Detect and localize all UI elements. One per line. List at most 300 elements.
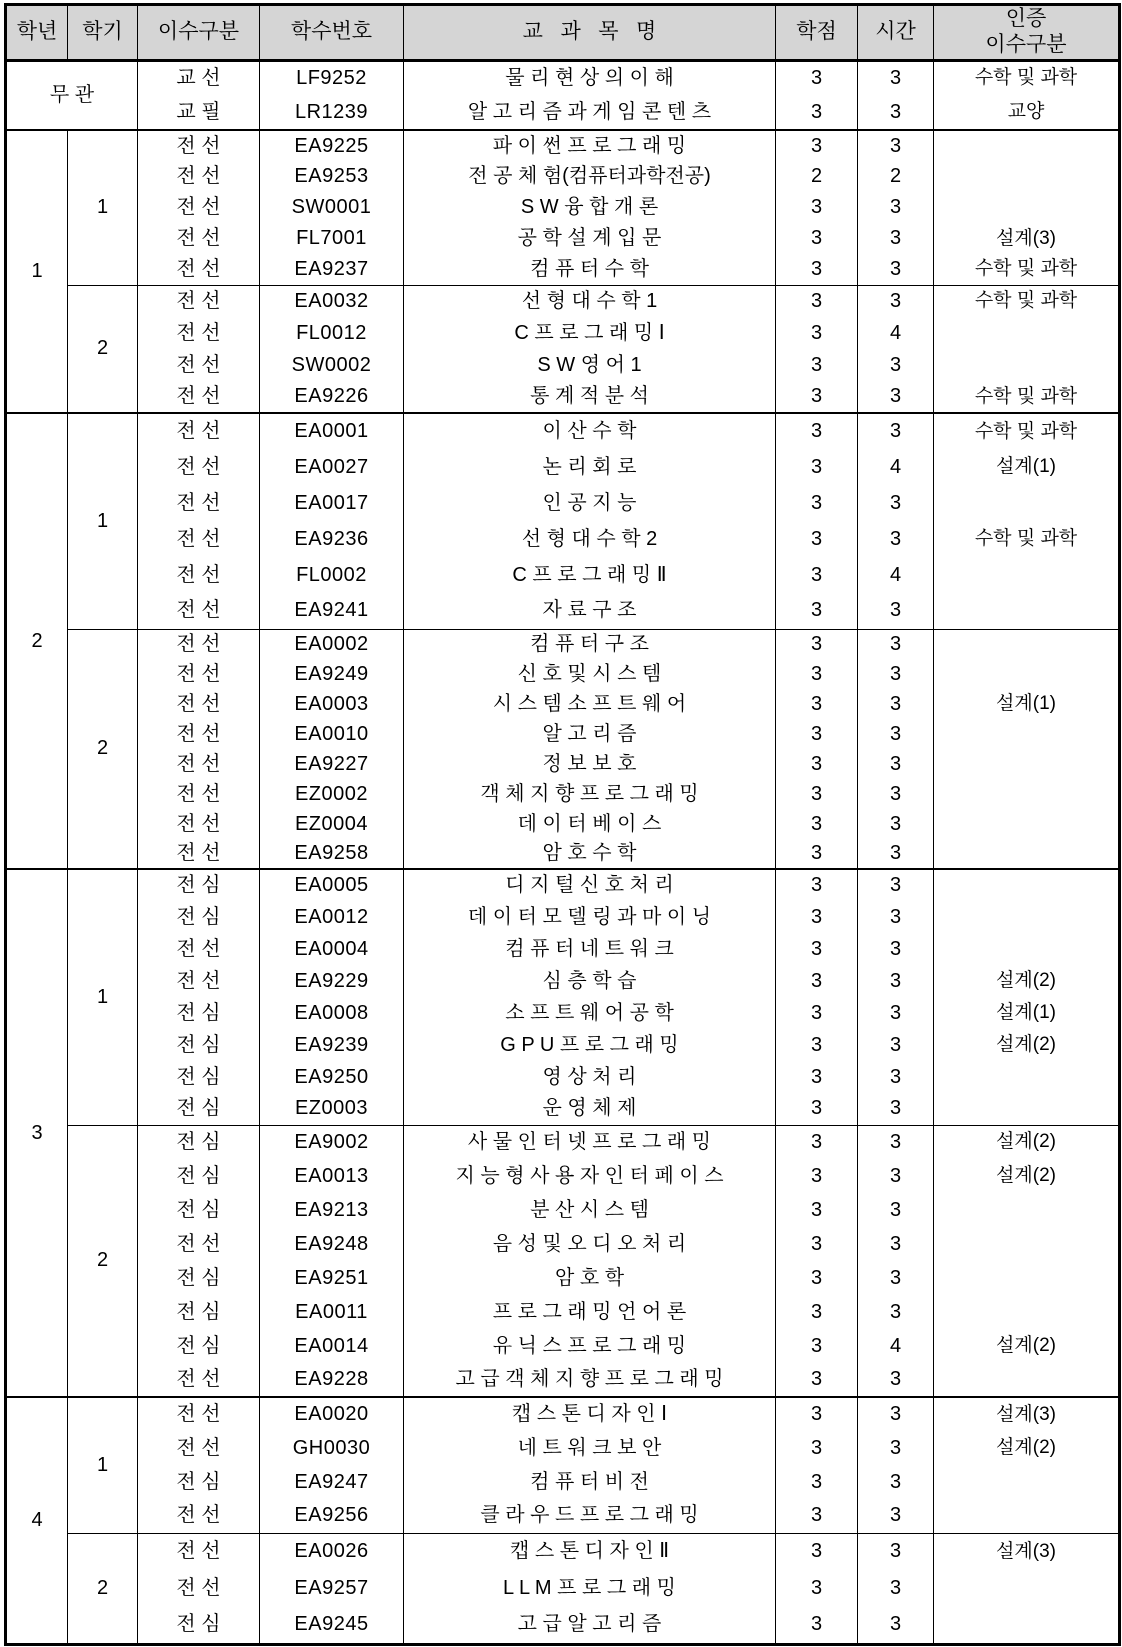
category-cell: 전 선 — [138, 1363, 260, 1397]
cert-cell — [934, 1607, 1120, 1644]
credits-cell: 3 — [776, 1397, 858, 1431]
category-cell: 전 선 — [138, 130, 260, 161]
category-cell: 전 선 — [138, 629, 260, 659]
code-cell: EA0003 — [260, 689, 404, 719]
code-cell: EA9251 — [260, 1261, 404, 1295]
credits-cell: 3 — [776, 449, 858, 485]
curriculum-table — [4, 3, 1121, 1646]
code-cell: EZ0002 — [260, 779, 404, 809]
course-row — [6, 1499, 1120, 1533]
category-cell: 전 선 — [138, 349, 260, 381]
course-row — [6, 285, 1120, 317]
credits-cell: 3 — [776, 60, 858, 95]
hours-cell: 3 — [858, 933, 934, 965]
cert-cell: 설계(2) — [934, 1431, 1120, 1465]
hours-cell: 3 — [858, 381, 934, 413]
code-cell: EA9253 — [260, 161, 404, 192]
code-cell: EA9236 — [260, 521, 404, 557]
category-cell: 전 선 — [138, 659, 260, 689]
credits-cell: 3 — [776, 1431, 858, 1465]
category-cell: 전 선 — [138, 689, 260, 719]
course-name-cell: 컴 퓨 터 비 전 — [404, 1465, 776, 1499]
code-cell: EA0027 — [260, 449, 404, 485]
category-cell: 전 심 — [138, 1093, 260, 1125]
code-cell: EA0004 — [260, 933, 404, 965]
hours-cell: 3 — [858, 749, 934, 779]
hours-cell: 3 — [858, 1061, 934, 1093]
code-cell: EA0026 — [260, 1533, 404, 1570]
cert-cell — [934, 1227, 1120, 1261]
year-cell: 3 — [6, 869, 68, 1397]
code-cell: EA0013 — [260, 1159, 404, 1193]
semester-cell: 2 — [68, 629, 138, 869]
semester-cell: 1 — [68, 413, 138, 629]
credits-cell: 3 — [776, 192, 858, 223]
course-row — [6, 95, 1120, 130]
cert-cell — [934, 557, 1120, 593]
course-name-cell: 암 호 학 — [404, 1261, 776, 1295]
credits-cell: 3 — [776, 1533, 858, 1570]
course-name-cell: 알 고 리 즘 과 게 임 콘 텐 츠 — [404, 95, 776, 130]
code-cell: EZ0004 — [260, 809, 404, 839]
code-cell: EZ0003 — [260, 1093, 404, 1125]
category-cell: 전 선 — [138, 161, 260, 192]
code-cell: FL0012 — [260, 317, 404, 349]
credits-cell: 3 — [776, 689, 858, 719]
hours-cell: 3 — [858, 1193, 934, 1227]
course-row — [6, 1029, 1120, 1061]
cert-cell — [934, 1295, 1120, 1329]
category-cell: 전 선 — [138, 965, 260, 997]
course-name-cell: 암 호 수 학 — [404, 839, 776, 869]
cert-cell — [934, 719, 1120, 749]
course-row — [6, 1607, 1120, 1644]
category-cell: 전 심 — [138, 1465, 260, 1499]
category-cell: 전 선 — [138, 485, 260, 521]
category-cell: 전 선 — [138, 223, 260, 254]
code-cell: LR1239 — [260, 95, 404, 130]
code-cell: EA9225 — [260, 130, 404, 161]
hours-cell: 4 — [858, 1329, 934, 1363]
col-header-hours: 시간 — [858, 5, 934, 61]
credits-cell: 3 — [776, 1261, 858, 1295]
code-cell: FL7001 — [260, 223, 404, 254]
credits-cell: 3 — [776, 1607, 858, 1644]
credits-cell: 3 — [776, 1093, 858, 1125]
cert-cell: 수학 및 과학 — [934, 254, 1120, 285]
course-row — [6, 1093, 1120, 1125]
credits-cell: 3 — [776, 1061, 858, 1093]
credits-cell: 3 — [776, 659, 858, 689]
course-name-cell: 통 계 적 분 석 — [404, 381, 776, 413]
credits-cell: 3 — [776, 779, 858, 809]
category-cell: 전 심 — [138, 901, 260, 933]
course-row — [6, 1329, 1120, 1363]
course-row — [6, 349, 1120, 381]
category-cell: 전 심 — [138, 1061, 260, 1093]
hours-cell: 3 — [858, 997, 934, 1029]
category-cell: 전 선 — [138, 254, 260, 285]
course-row — [6, 749, 1120, 779]
code-cell: EA9213 — [260, 1193, 404, 1227]
cert-cell — [934, 1465, 1120, 1499]
semester-cell: 1 — [68, 1397, 138, 1533]
course-name-cell: 파 이 썬 프 로 그 래 밍 — [404, 130, 776, 161]
credits-cell: 3 — [776, 749, 858, 779]
code-cell: EA0032 — [260, 285, 404, 317]
course-name-cell: 컴 퓨 터 네 트 워 크 — [404, 933, 776, 965]
category-cell: 전 선 — [138, 1431, 260, 1465]
course-row — [6, 659, 1120, 689]
course-name-cell: 심 층 학 습 — [404, 965, 776, 997]
course-name-cell: 데 이 터 모 델 링 과 마 이 닝 — [404, 901, 776, 933]
course-row — [6, 869, 1120, 901]
course-name-cell: 선 형 대 수 학 1 — [404, 285, 776, 317]
code-cell: EA9247 — [260, 1465, 404, 1499]
course-name-cell: 소 프 트 웨 어 공 학 — [404, 997, 776, 1029]
code-cell: EA9002 — [260, 1125, 404, 1159]
hours-cell: 3 — [858, 1261, 934, 1295]
course-row — [6, 317, 1120, 349]
hours-cell: 2 — [858, 161, 934, 192]
category-cell: 전 선 — [138, 413, 260, 449]
cert-cell — [934, 1193, 1120, 1227]
course-row — [6, 223, 1120, 254]
course-name-cell: C 프 로 그 래 밍 Ⅱ — [404, 557, 776, 593]
course-name-cell: 영 상 처 리 — [404, 1061, 776, 1093]
cert-cell — [934, 317, 1120, 349]
hours-cell: 3 — [858, 965, 934, 997]
code-cell: EA9257 — [260, 1570, 404, 1607]
code-cell: EA9228 — [260, 1363, 404, 1397]
course-name-cell: 유 닉 스 프 로 그 래 밍 — [404, 1329, 776, 1363]
course-name-cell: 디 지 털 신 호 처 리 — [404, 869, 776, 901]
credits-cell: 3 — [776, 381, 858, 413]
category-cell: 전 선 — [138, 521, 260, 557]
cert-cell — [934, 1363, 1120, 1397]
credits-cell: 3 — [776, 317, 858, 349]
hours-cell: 3 — [858, 809, 934, 839]
course-name-cell: S W 영 어 1 — [404, 349, 776, 381]
code-cell: EA0017 — [260, 485, 404, 521]
cert-cell: 설계(2) — [934, 1029, 1120, 1061]
hours-cell: 3 — [858, 719, 934, 749]
course-row — [6, 933, 1120, 965]
credits-cell: 3 — [776, 1159, 858, 1193]
credits-cell: 3 — [776, 413, 858, 449]
semester-cell: 2 — [68, 1533, 138, 1644]
hours-cell: 3 — [858, 779, 934, 809]
course-row — [6, 1125, 1120, 1159]
hours-cell: 3 — [858, 1431, 934, 1465]
cert-cell: 설계(2) — [934, 1159, 1120, 1193]
credits-cell: 3 — [776, 1329, 858, 1363]
credits-cell: 3 — [776, 485, 858, 521]
code-cell: EA9229 — [260, 965, 404, 997]
code-cell: EA0011 — [260, 1295, 404, 1329]
cert-cell: 수학 및 과학 — [934, 60, 1120, 95]
course-name-cell: 운 영 체 제 — [404, 1093, 776, 1125]
category-cell: 전 선 — [138, 809, 260, 839]
col-header-year: 학년 — [6, 5, 68, 61]
course-name-cell: 분 산 시 스 템 — [404, 1193, 776, 1227]
course-name-cell: 네 트 워 크 보 안 — [404, 1431, 776, 1465]
code-cell: EA9227 — [260, 749, 404, 779]
course-row — [6, 965, 1120, 997]
category-cell: 전 심 — [138, 997, 260, 1029]
hours-cell: 3 — [858, 349, 934, 381]
category-cell: 전 심 — [138, 1029, 260, 1061]
hours-cell: 3 — [858, 60, 934, 95]
col-header-semester: 학기 — [68, 5, 138, 61]
cert-cell — [934, 779, 1120, 809]
course-row — [6, 839, 1120, 869]
hours-cell: 3 — [858, 192, 934, 223]
course-row — [6, 629, 1120, 659]
course-row — [6, 449, 1120, 485]
category-cell: 전 선 — [138, 1570, 260, 1607]
course-row — [6, 381, 1120, 413]
hours-cell: 3 — [858, 1397, 934, 1431]
category-cell: 전 심 — [138, 1329, 260, 1363]
cert-cell — [934, 659, 1120, 689]
hours-cell: 4 — [858, 317, 934, 349]
cert-cell: 설계(1) — [934, 449, 1120, 485]
course-row — [6, 1397, 1120, 1431]
cert-cell — [934, 1061, 1120, 1093]
course-name-cell: 캡 스 톤 디 자 인 Ⅰ — [404, 1397, 776, 1431]
code-cell: EA0002 — [260, 629, 404, 659]
category-cell: 전 선 — [138, 933, 260, 965]
table-header-row — [6, 5, 1120, 61]
credits-cell: 3 — [776, 1125, 858, 1159]
category-cell: 전 선 — [138, 839, 260, 869]
code-cell: EA9256 — [260, 1499, 404, 1533]
hours-cell: 3 — [858, 901, 934, 933]
course-row — [6, 1431, 1120, 1465]
year-cell: 무 관 — [6, 60, 138, 130]
course-name-cell: 이 산 수 학 — [404, 413, 776, 449]
category-cell: 전 선 — [138, 381, 260, 413]
hours-cell: 3 — [858, 254, 934, 285]
col-header-category: 이수구분 — [138, 5, 260, 61]
hours-cell: 3 — [858, 629, 934, 659]
category-cell: 전 선 — [138, 779, 260, 809]
course-row — [6, 1363, 1120, 1397]
credits-cell: 3 — [776, 869, 858, 901]
semester-cell: 2 — [68, 285, 138, 413]
cert-cell: 설계(3) — [934, 223, 1120, 254]
hours-cell: 3 — [858, 1533, 934, 1570]
credits-cell: 3 — [776, 809, 858, 839]
credits-cell: 3 — [776, 521, 858, 557]
category-cell: 전 심 — [138, 1295, 260, 1329]
cert-cell — [934, 130, 1120, 161]
credits-cell: 3 — [776, 1295, 858, 1329]
category-cell: 교 필 — [138, 95, 260, 130]
course-name-cell: 정 보 보 호 — [404, 749, 776, 779]
course-name-cell: 공 학 설 계 입 문 — [404, 223, 776, 254]
credits-cell: 3 — [776, 933, 858, 965]
hours-cell: 3 — [858, 485, 934, 521]
code-cell: EA0001 — [260, 413, 404, 449]
credits-cell: 3 — [776, 719, 858, 749]
course-name-cell: 캡 스 톤 디 자 인 Ⅱ — [404, 1533, 776, 1570]
course-name-cell: G P U 프 로 그 래 밍 — [404, 1029, 776, 1061]
hours-cell: 3 — [858, 1499, 934, 1533]
hours-cell: 3 — [858, 1227, 934, 1261]
code-cell: LF9252 — [260, 60, 404, 95]
course-row — [6, 1159, 1120, 1193]
course-row — [6, 1261, 1120, 1295]
cert-cell — [934, 593, 1120, 629]
col-header-code: 학수번호 — [260, 5, 404, 61]
code-cell: EA9249 — [260, 659, 404, 689]
year-cell: 2 — [6, 413, 68, 869]
course-row — [6, 689, 1120, 719]
cert-cell: 설계(3) — [934, 1397, 1120, 1431]
category-cell: 전 심 — [138, 869, 260, 901]
course-row — [6, 1227, 1120, 1261]
course-name-cell: 객 체 지 향 프 로 그 래 밍 — [404, 779, 776, 809]
credits-cell: 3 — [776, 1570, 858, 1607]
course-row — [6, 779, 1120, 809]
col-header-cert-line2: 이수구분 — [985, 33, 1067, 57]
cert-cell — [934, 933, 1120, 965]
code-cell: EA9250 — [260, 1061, 404, 1093]
cert-cell: 수학 및 과학 — [934, 381, 1120, 413]
course-name-cell: 물 리 현 상 의 이 해 — [404, 60, 776, 95]
cert-cell — [934, 749, 1120, 779]
course-row — [6, 192, 1120, 223]
course-row — [6, 1295, 1120, 1329]
course-row — [6, 557, 1120, 593]
code-cell: EA9248 — [260, 1227, 404, 1261]
code-cell: EA0020 — [260, 1397, 404, 1431]
course-name-cell: C 프 로 그 래 밍 Ⅰ — [404, 317, 776, 349]
code-cell: FL0002 — [260, 557, 404, 593]
course-row — [6, 901, 1120, 933]
code-cell: EA0005 — [260, 869, 404, 901]
semester-cell: 2 — [68, 1125, 138, 1397]
credits-cell: 3 — [776, 557, 858, 593]
course-name-cell: 시 스 템 소 프 트 웨 어 — [404, 689, 776, 719]
cert-cell — [934, 629, 1120, 659]
course-name-cell: 음 성 및 오 디 오 처 리 — [404, 1227, 776, 1261]
course-name-cell: 사 물 인 터 넷 프 로 그 래 밍 — [404, 1125, 776, 1159]
hours-cell: 3 — [858, 1093, 934, 1125]
credits-cell: 3 — [776, 1029, 858, 1061]
course-name-cell: 신 호 및 시 스 템 — [404, 659, 776, 689]
category-cell: 전 선 — [138, 1533, 260, 1570]
hours-cell: 3 — [858, 95, 934, 130]
hours-cell: 3 — [858, 521, 934, 557]
cert-cell — [934, 839, 1120, 869]
hours-cell: 3 — [858, 285, 934, 317]
code-cell: EA9245 — [260, 1607, 404, 1644]
hours-cell: 3 — [858, 869, 934, 901]
category-cell: 전 선 — [138, 749, 260, 779]
table-body — [6, 60, 1120, 1644]
cert-cell: 수학 및 과학 — [934, 521, 1120, 557]
category-cell: 전 선 — [138, 1227, 260, 1261]
hours-cell: 3 — [858, 659, 934, 689]
credits-cell: 2 — [776, 161, 858, 192]
col-header-course-name: 교 과 목 명 — [404, 5, 776, 61]
category-cell: 전 선 — [138, 1397, 260, 1431]
course-name-cell: 자 료 구 조 — [404, 593, 776, 629]
cert-cell — [934, 809, 1120, 839]
category-cell: 전 선 — [138, 557, 260, 593]
credits-cell: 3 — [776, 254, 858, 285]
hours-cell: 3 — [858, 1465, 934, 1499]
course-name-cell: L L M 프 로 그 래 밍 — [404, 1570, 776, 1607]
category-cell: 교 선 — [138, 60, 260, 95]
credits-cell: 3 — [776, 130, 858, 161]
course-name-cell: 알 고 리 즘 — [404, 719, 776, 749]
course-row — [6, 1061, 1120, 1093]
category-cell: 전 선 — [138, 719, 260, 749]
code-cell: SW0001 — [260, 192, 404, 223]
hours-cell: 3 — [858, 593, 934, 629]
cert-cell: 수학 및 과학 — [934, 285, 1120, 317]
category-cell: 전 심 — [138, 1607, 260, 1644]
course-name-cell: 선 형 대 수 학 2 — [404, 521, 776, 557]
course-name-cell: 클 라 우 드 프 로 그 래 밍 — [404, 1499, 776, 1533]
category-cell: 전 심 — [138, 1261, 260, 1295]
credits-cell: 3 — [776, 1363, 858, 1397]
course-row — [6, 254, 1120, 285]
cert-cell: 교양 — [934, 95, 1120, 130]
category-cell: 전 심 — [138, 1159, 260, 1193]
category-cell: 전 선 — [138, 192, 260, 223]
year-cell: 1 — [6, 130, 68, 413]
hours-cell: 3 — [858, 1159, 934, 1193]
course-name-cell: 논 리 회 로 — [404, 449, 776, 485]
hours-cell: 4 — [858, 557, 934, 593]
credits-cell: 3 — [776, 1227, 858, 1261]
category-cell: 전 심 — [138, 1193, 260, 1227]
hours-cell: 3 — [858, 1029, 934, 1061]
hours-cell: 3 — [858, 1363, 934, 1397]
course-row — [6, 719, 1120, 749]
course-name-cell: 인 공 지 능 — [404, 485, 776, 521]
course-name-cell: S W 융 합 개 론 — [404, 192, 776, 223]
cert-cell: 설계(1) — [934, 997, 1120, 1029]
category-cell: 전 선 — [138, 317, 260, 349]
code-cell: EA0012 — [260, 901, 404, 933]
credits-cell: 3 — [776, 629, 858, 659]
code-cell: SW0002 — [260, 349, 404, 381]
course-row — [6, 413, 1120, 449]
cert-cell — [934, 901, 1120, 933]
hours-cell: 3 — [858, 130, 934, 161]
code-cell: EA0010 — [260, 719, 404, 749]
category-cell: 전 선 — [138, 449, 260, 485]
cert-cell — [934, 192, 1120, 223]
credits-cell: 3 — [776, 285, 858, 317]
course-name-cell: 고 급 알 고 리 즘 — [404, 1607, 776, 1644]
category-cell: 전 선 — [138, 593, 260, 629]
semester-cell: 1 — [68, 869, 138, 1125]
category-cell: 전 선 — [138, 1499, 260, 1533]
course-name-cell: 지 능 형 사 용 자 인 터 페 이 스 — [404, 1159, 776, 1193]
year-cell: 4 — [6, 1397, 68, 1644]
col-header-cert — [934, 5, 1120, 61]
cert-cell — [934, 1570, 1120, 1607]
hours-cell: 3 — [858, 1125, 934, 1159]
cert-cell — [934, 349, 1120, 381]
